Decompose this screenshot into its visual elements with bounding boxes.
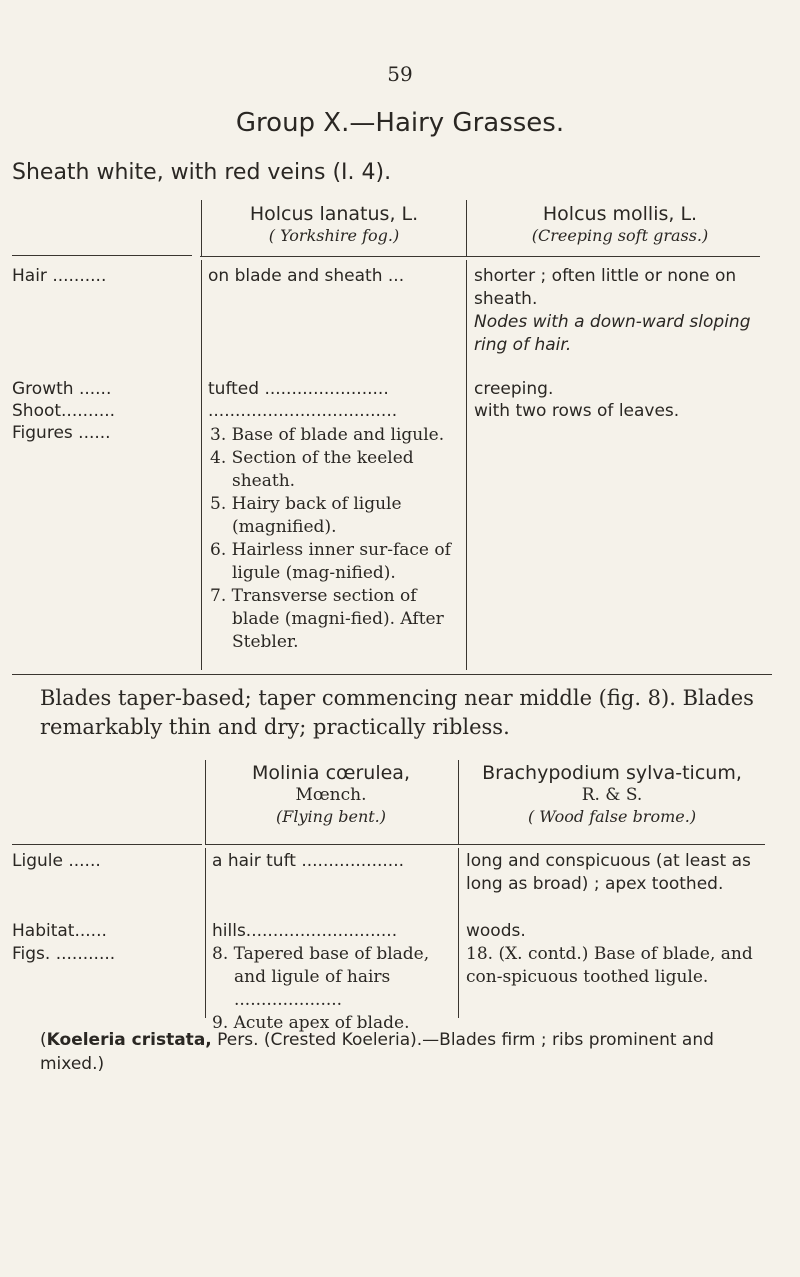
page-number: 59 [387,62,413,86]
table1-header-rule [200,256,760,257]
label-figures: Figures ...... [12,423,111,443]
figure-item: 3. Base of blade and ligule. [210,425,445,445]
note-open: ( [40,1030,47,1050]
table1-vrule-head-left [201,200,202,256]
table1-vrule-left [201,260,202,670]
ligule-molinia: a hair tuft ................... [212,851,404,871]
table2-vrule-right [458,848,459,1018]
sheath-description: Sheath white, with red veins (I. 4). [12,160,392,185]
label-growth: Growth ...... [12,379,112,399]
shoot-holcus-mollis: with two rows of leaves. [474,401,680,421]
group-title: Group X.—Hairy Grasses. [235,108,565,138]
note-species-name: Koeleria cristata, [46,1030,212,1050]
label-hair: Hair .......... [12,266,107,286]
growth-holcus-lanatus: tufted ....................... [208,379,389,399]
holcus-mollis-title: Holcus mollis, L. [542,203,698,225]
table1-vrule-right [466,260,467,670]
blades-paragraph: Blades taper-based; taper commencing near middle (fig. 8). Blades remarkably thin and dry; practically ribless. [40,686,754,739]
molinia-figures-list [212,943,456,1035]
figure-item: 7. Transverse section of blade (magni-fied). After Stebler. [210,586,444,652]
table2-header-rule [205,844,765,845]
table2-label-rule [12,844,202,845]
hair-holcus-mollis [474,265,774,357]
figure-item: 6. Hairless inner sur-face of ligule (mag-nified). [210,540,451,583]
holcus-mollis-common-name: (Creeping soft grass.) [531,226,709,245]
growth-holcus-mollis: creeping. [474,379,554,399]
figures-list [210,424,462,654]
brachypodium-title: Brachypodium sylva-ticum, [482,762,742,784]
label-figs: Figs. ........... [12,944,116,964]
figure-item: 5. Hairy back of ligule (magnified). [210,494,402,537]
label-shoot: Shoot.......... [12,401,116,421]
molinia-common-name: (Flying bent.) [275,807,387,826]
brachypodium-author: R. & S. [581,785,643,805]
label-ligule: Ligule ...... [12,851,101,871]
koeleria-note [40,1028,780,1076]
holcus-lanatus-header [200,203,468,247]
holcus-lanatus-common-name: ( Yorkshire fog.) [268,226,400,245]
hair-holcus-mollis-text: shorter ; often little or none on sheath. [474,266,737,309]
molinia-author: Mœnch. [295,785,367,805]
habitat-brachypodium: woods. [466,921,526,941]
label-habitat: Habitat...... [12,921,107,941]
shoot-holcus-lanatus: ................................... [208,401,398,421]
figure-item: 9. Acute apex of blade. [212,1013,410,1033]
figure-item: 4. Section of the keeled sheath. [210,448,414,491]
molinia-header [205,762,457,828]
ligule-brachypodium: long and conspicuous (at least as long as broad) ; apex toothed. [466,851,751,894]
hair-holcus-mollis-nodes: Nodes with a down-ward sloping ring of hair. [474,312,751,355]
molinia-title: Molinia cœrulea, [252,762,410,784]
table2-vrule-head-right [458,760,459,844]
table1-bottom-rule [12,674,772,675]
brachypodium-header [462,762,762,828]
table2-vrule-head-left [205,760,206,844]
note-text: Pers. (Crested Koeleria).—Blades firm ; ribs prominent and mixed.) [40,1030,714,1074]
figure-item: 8. Tapered base of blade, and ligule of hairs .................... [212,944,430,1010]
brachypodium-common-name: ( Wood false brome.) [527,807,697,826]
holcus-lanatus-title: Holcus lanatus, L. [249,203,419,225]
hair-holcus-lanatus: on blade and sheath ... [208,266,405,286]
brachypodium-figures: 18. (X. contd.) Base of blade, and con-spicuous toothed ligule. [466,944,753,987]
table1-vrule-head-right [466,200,467,256]
habitat-molinia: hills............................ [212,921,398,941]
table2-vrule-left [205,848,206,1018]
table1-label-rule [12,255,192,256]
holcus-mollis-header [470,203,770,247]
